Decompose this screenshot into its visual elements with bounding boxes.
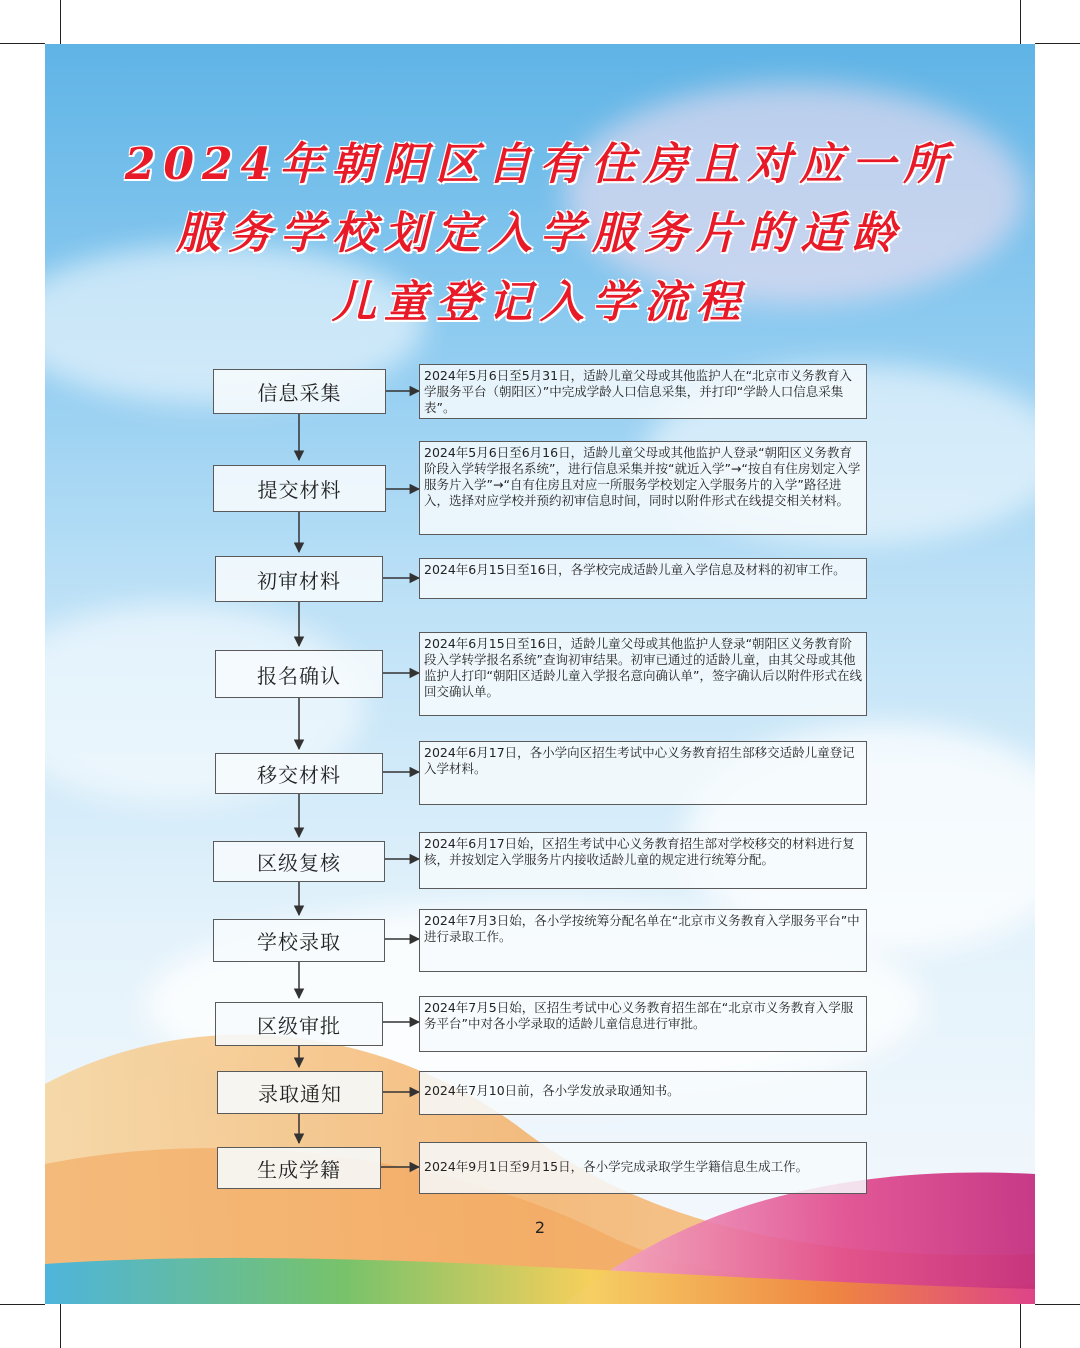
- step-label: 生成学籍: [257, 1157, 341, 1182]
- page-number: 2: [534, 1218, 546, 1237]
- step-box: [213, 465, 386, 512]
- step-box: [215, 753, 383, 794]
- step-description: 2024年6月15日至16日，适龄儿童父母或其他监护人登录“朝阳区义务教育阶段入学转学报名系统”查询初审结果。初审已通过的适龄儿童，由其父母或其他监护人打印“朝阳区适龄儿童入学报名意向确认单”，签字确认后以附件形式在线回交确认单。: [419, 632, 867, 716]
- step-box: [215, 1002, 383, 1046]
- step-description: 2024年6月15日至16日，各学校完成适龄儿童入学信息及材料的初审工作。: [419, 558, 867, 599]
- step-description: 2024年7月10日前，各小学发放录取通知书。: [419, 1071, 867, 1115]
- step-box: [213, 841, 385, 882]
- title-line: 儿童登记入学流程: [332, 277, 748, 328]
- step-label: 区级审批: [257, 1013, 341, 1038]
- step-description: 2024年6月17日，各小学向区招生考试中心义务教育招生部移交适龄儿童登记入学材料。: [419, 741, 867, 805]
- step-box: [213, 919, 385, 962]
- step-description: 2024年6月17日始，区招生考试中心义务教育招生部对学校移交的材料进行复核，并按划定入学服务片内接收适龄儿童的规定进行统筹分配。: [419, 832, 867, 889]
- step-description: 2024年9月1日至9月15日，各小学完成录取学生学籍信息生成工作。: [419, 1142, 867, 1194]
- step-label: 学校录取: [257, 930, 341, 954]
- step-box: [215, 650, 383, 698]
- step-box: [217, 1147, 381, 1189]
- step-label: 信息采集: [257, 381, 342, 405]
- step-label: 初审材料: [257, 568, 341, 593]
- step-label: 报名确认: [257, 663, 341, 688]
- step-box: [217, 1071, 383, 1114]
- title-line: 2024年朝阳区自有住房且对应一所: [124, 139, 956, 190]
- step-label: 移交材料: [257, 763, 341, 787]
- step-description: 2024年7月5日始，区招生考试中心义务教育招生部在“北京市义务教育入学服务平台”中对各小学录取的适龄儿童信息进行审批。: [419, 996, 867, 1052]
- step-description: 2024年5月6日至5月31日，适龄儿童父母或其他监护人在“北京市义务教育入学服务平台（朝阳区）”中完成学龄人口信息采集，并打印“学龄人口信息采集表”。: [419, 364, 867, 419]
- step-box: [215, 556, 383, 602]
- step-description: 2024年7月3日始，各小学按统筹分配名单在“北京市义务教育入学服务平台”中进行录取工作。: [419, 909, 867, 972]
- step-label: 区级复核: [257, 851, 341, 875]
- step-label: 提交材料: [257, 478, 342, 502]
- step-box: [213, 369, 386, 414]
- title-line: 服务学校划定入学服务片的适龄: [176, 208, 904, 259]
- step-label: 录取通知: [258, 1082, 342, 1106]
- step-description: 2024年5月6日至6月16日，适龄儿童父母或其他监护人登录“朝阳区义务教育阶段入学转学报名系统”，进行信息采集并按“就近入学”→“按自有住房划定入学服务片入学”→“自有住房且对应一所服务学校划定入学服务片的入学”路径进入，选择对应学校并预约初审信息时间，同时以附件形式在线提交相关材料。: [419, 441, 867, 535]
